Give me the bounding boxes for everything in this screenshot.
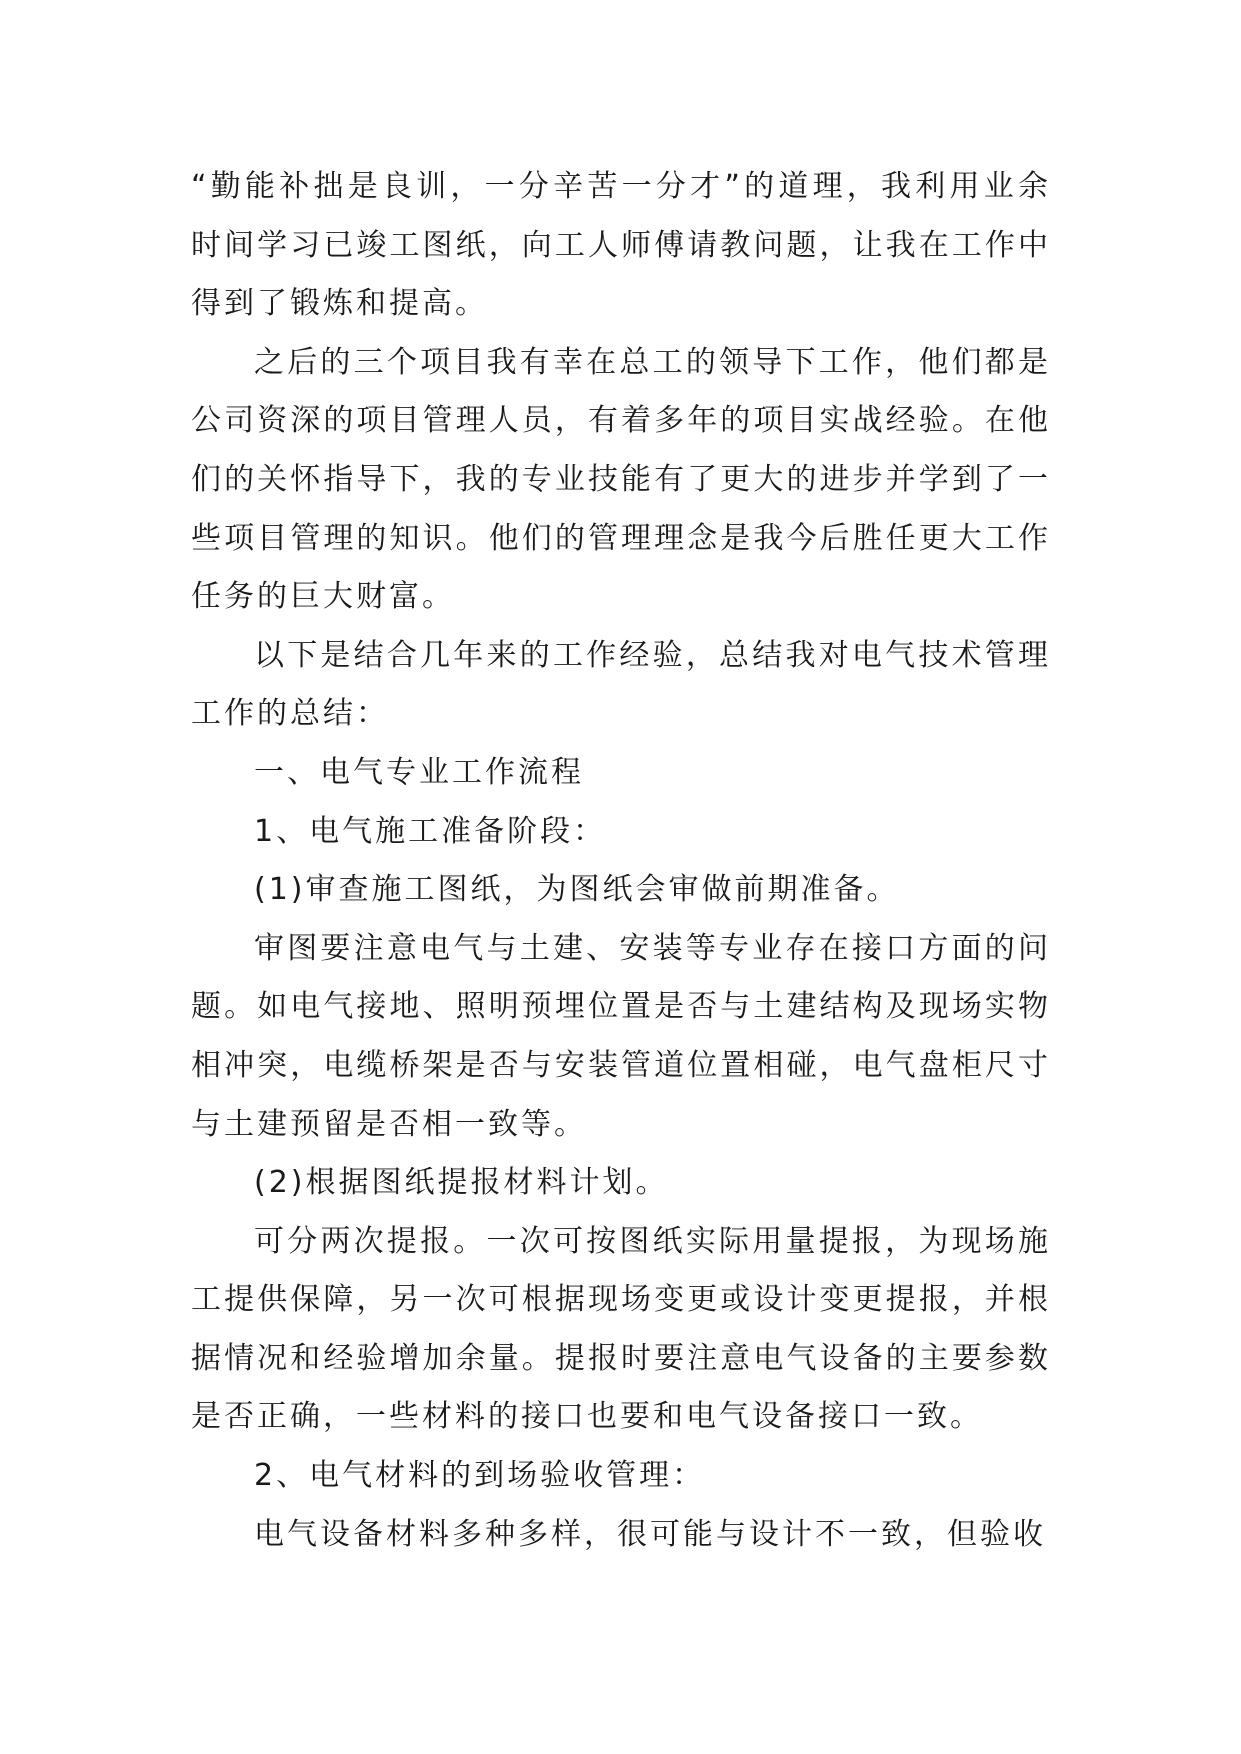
paragraph: 之后的三个项目我有幸在总工的领导下工作，他们都是公司资深的项目管理人员，有着多年的项目实战经验。在他们的关怀指导下，我的专业技能有了更大的进步并学到了一些项目管理的知识。他们的管理理念是我今后胜任更大工作任务的巨大财富。 bbox=[191, 344, 1051, 615]
paragraph-continuation: “勤能补拙是良训，一分辛苦一分才”的道理，我利用业余时间学习已竣工图纸，向工人师傅请教问题，让我在工作中得到了锻炼和提高。 bbox=[191, 169, 1051, 322]
subsection-heading: 1、电气施工准备阶段： bbox=[254, 813, 607, 849]
subsection-heading: 2、电气材料的到场验收管理： bbox=[254, 1458, 706, 1494]
section-heading: 一、电气专业工作流程 bbox=[254, 754, 584, 790]
paragraph: 电气设备材料多种多样，很可能与设计不一致，但验收 bbox=[254, 1516, 1046, 1552]
document-body bbox=[191, 158, 1051, 1564]
list-item: (2)根据图纸提报材料计划。 bbox=[254, 1165, 669, 1201]
paragraph: 可分两次提报。一次可按图纸实际用量提报，为现场施工提供保障，另一次可根据现场变更或设计变更提报，并根据情况和经验增加余量。提报时要注意电气设备的主要参数是否正确，一些材料的接口也要和电气设备接口一致。 bbox=[191, 1223, 1051, 1435]
paragraph: 审图要注意电气与土建、安装等专业存在接口方面的问题。如电气接地、照明预埋位置是否与土建结构及现场实物相冲突，电缆桥架是否与安装管道位置相碰，电气盘柜尺寸与土建预留是否相一致等。 bbox=[191, 930, 1051, 1142]
list-item: (1)审查施工图纸，为图纸会审做前期准备。 bbox=[254, 872, 900, 908]
paragraph: 以下是结合几年来的工作经验，总结我对电气技术管理工作的总结： bbox=[191, 637, 1051, 732]
